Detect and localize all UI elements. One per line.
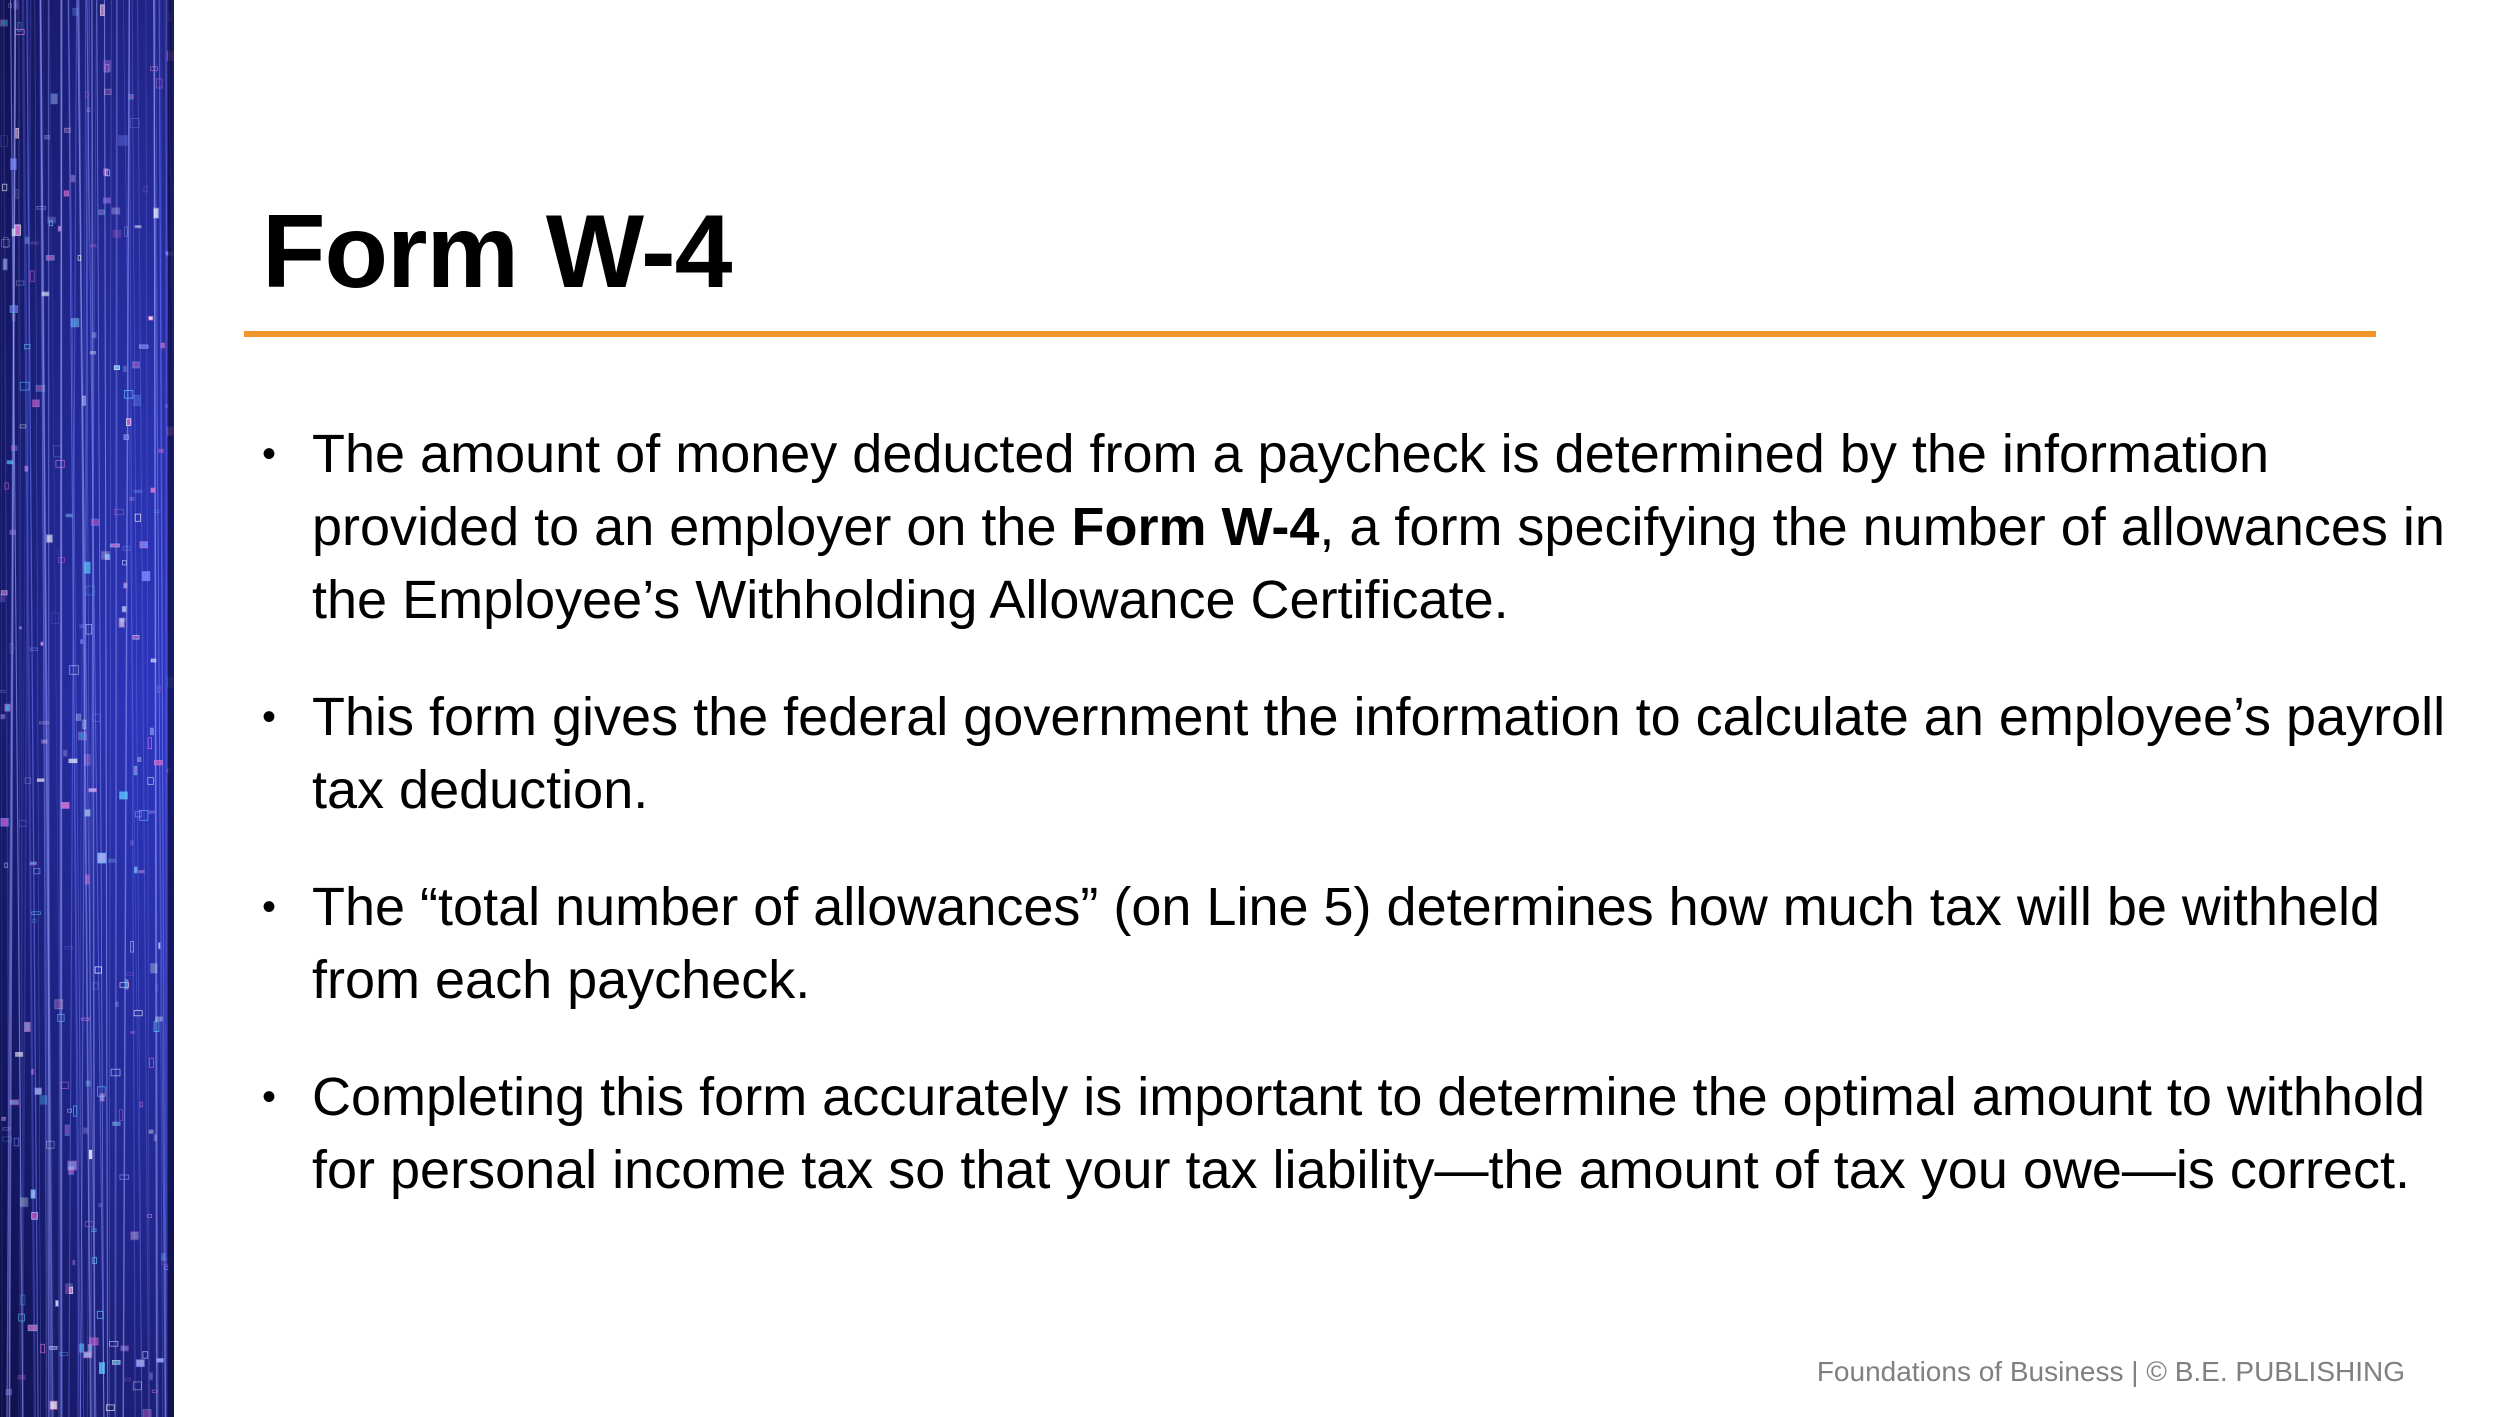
bullet-segment: Completing this form accurately is important to determine the optimal amount to withhold for personal income tax so that your tax liability—the amount of tax you owe—is correct.	[312, 1067, 2425, 1200]
decorative-side-image	[0, 0, 174, 1417]
bullet-segment: The “total number of allowances” (on Line 5) determines how much tax will be withheld from each paycheck.	[312, 877, 2381, 1010]
bullet-segment: , a form specifying the number of allowances in the Employee’s Withholding Allowance Certificate.	[312, 497, 2445, 630]
bullet-item	[262, 681, 2462, 827]
bullet-segment: This form gives the federal government the information to calculate an employee’s payroll tax deduction.	[312, 687, 2446, 820]
bullet-segment: The amount of money deducted from a paycheck is determined by the information provided to an employer on the	[312, 424, 2270, 557]
bullet-item	[262, 418, 2462, 637]
bullet-item	[262, 871, 2462, 1017]
bullet-text	[312, 424, 2445, 630]
bullet-list	[262, 418, 2462, 1251]
title-underline	[244, 331, 2376, 337]
bullet-dot-icon: •	[262, 1075, 277, 1119]
digital-circuit-pattern-icon	[0, 0, 174, 1417]
bullet-item	[262, 1061, 2462, 1207]
slide-footer: Foundations of Business | © B.E. PUBLISHING	[1816, 1356, 2405, 1387]
bullet-text	[312, 1067, 2425, 1200]
slide-title: Form W-4	[262, 194, 732, 310]
bullet-dot-icon: •	[262, 885, 277, 929]
bullet-term: Form W-4	[1071, 497, 1320, 557]
bullet-dot-icon: •	[262, 432, 277, 476]
bullet-text	[312, 877, 2380, 1010]
bullet-text	[312, 687, 2445, 820]
bullet-dot-icon: •	[262, 695, 277, 739]
